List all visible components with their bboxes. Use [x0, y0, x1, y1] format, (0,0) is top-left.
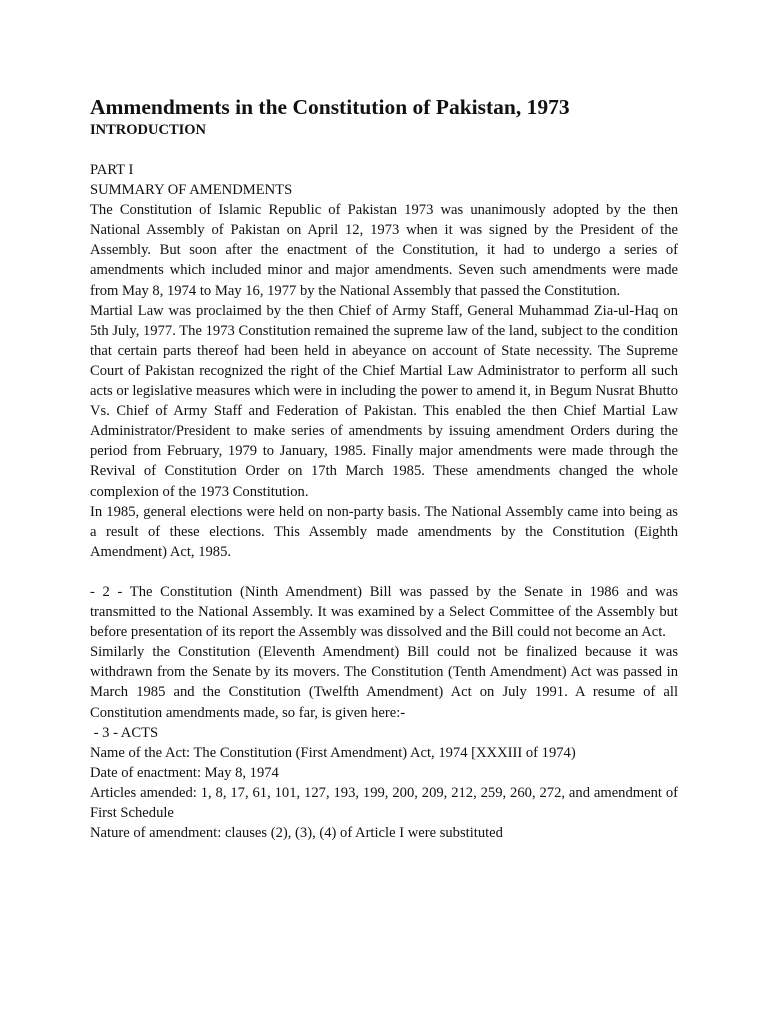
act-date: Date of enactment: May 8, 1974: [90, 764, 279, 781]
acts-heading: - 3 - ACTS: [90, 724, 159, 741]
act-articles-amended: Articles amended: 1, 8, 17, 61, 101, 127, 193, 199, 200, 209, 212, 259, 260, 272, and amendment of First Schedule: [90, 784, 678, 821]
act-nature: Nature of amendment: clauses (2), (3), (4) of Article I were substituted: [90, 825, 503, 842]
paragraph-eleventh-amendment: Similarly the Constitution (Eleventh Amendment) Bill could not be finalized because it was withdrawn from the Senate by its movers. The Constitution (Tenth Amendment) Act was passed in March 1985 and the Constitution (Twelfth Amendment) Act on July 1991. A resume of all Constitution amendments made, so far, is given here:-: [90, 644, 678, 721]
paragraph-ninth-amendment: - 2 - The Constitution (Ninth Amendment) Bill was passed by the Senate in 1986 and was transmitted to the National Assembly. It was examined by a Select Committee of the Assembly but before presentation of its report the Assembly was dissolved and the Bill could not become an Act.: [90, 583, 678, 641]
document-title: Ammendments in the Constitution of Pakistan, 1973: [90, 95, 570, 119]
document-subtitle: INTRODUCTION: [90, 122, 207, 138]
paragraph-elections-1985: In 1985, general elections were held on non-party basis. The National Assembly came into being as a result of these elections. This Assembly made amendments by the Constitution (Eighth Amendment) Act, 1985.: [90, 503, 678, 560]
part-label: PART I: [90, 162, 134, 178]
paragraph-adoption: The Constitution of Islamic Republic of Pakistan 1973 was unanimously adopted by the then National Assembly of Pakistan on April 12, 1973 when it was signed by the President of the Assembly. But soon after the enactment of the Constitution, it had to undergo a series of amendments which included minor and major amendments. Seven such amendments were made from May 8, 1974 to May 16, 1977 by the National Assembly that passed the Constitution.: [90, 202, 678, 299]
document-page: [90, 94, 678, 843]
paragraph-spacer: [90, 562, 678, 582]
summary-heading: SUMMARY OF AMENDMENTS: [90, 182, 293, 199]
paragraph-martial-law: Martial Law was proclaimed by the then Chief of Army Staff, General Muhammad Zia-ul-Haq on 5th July, 1977. The 1973 Constitution remained the supreme law of the land, subject to the condition that certain parts thereof had been held in abeyance on account of State necessity. The Supreme Court of Pakistan recognized the right of the Chief Martial Law Administrator to perform all such acts or legislative measures which were in including the power to amend it, in Begum Nusrat Bhutto Vs. Chief of Army Staff and Federation of Pakistan. This enabled the then Chief Martial Law Administrator/President to make series of amendments by issuing amendment Orders during the period from February, 1979 to January, 1985. Finally major amendments were made through the Revival of Constitution Order on 17th March 1985. These amendments changed the whole complexion of the 1973 Constitution.: [90, 302, 678, 500]
act-name: Name of the Act: The Constitution (First Amendment) Act, 1974 [XXXIII of 1974): [90, 744, 576, 761]
